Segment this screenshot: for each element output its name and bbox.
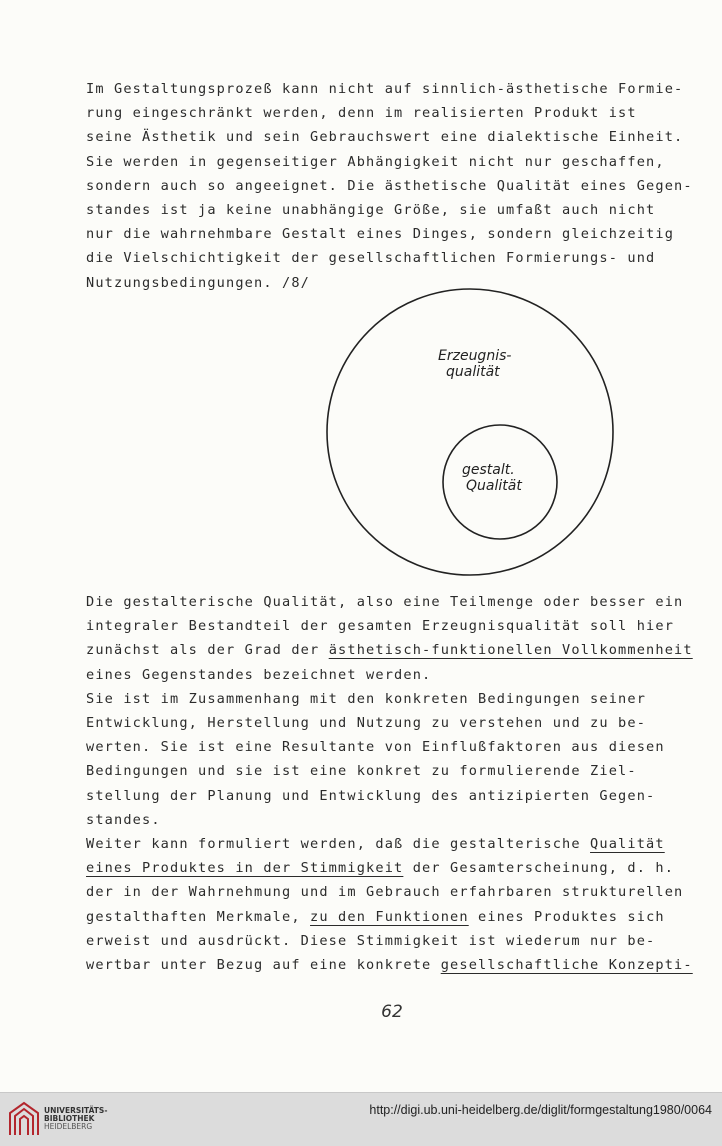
text-line: Die gestalterische Qualität, also eine Teilmenge oder besser ein <box>86 594 684 610</box>
text-segment: gestalthaften Merkmale, <box>86 908 311 925</box>
text-line: die Vielschichtigkeit der gesellschaftlichen Formierungs- und <box>86 250 656 267</box>
text-segment: wertbar unter Bezug auf eine konkrete <box>86 956 441 973</box>
text-line: seine Ästhetik und sein Gebrauchswert eine dialektische Einheit. <box>86 129 684 146</box>
text-segment: eines Produktes sich <box>468 908 665 925</box>
outer-label-line1: Erzeugnis- <box>438 348 512 364</box>
text-line: sondern auch so angeeignet. Die ästhetische Qualität eines Gegen- <box>86 177 693 194</box>
institution-line: UNIVERSITÄTS- <box>44 1106 108 1115</box>
text-line: rung eingeschränkt werden, denn im realisierten Produkt ist <box>86 105 637 122</box>
text-line: erweist und ausdrückt. Diese Stimmigkeit ist wiederum nur be- <box>86 932 656 949</box>
text-line: nur die wahrnehmbare Gestalt eines Dinges, sondern gleichzeitig <box>86 226 675 243</box>
paragraph-2 <box>86 590 708 832</box>
source-url-link[interactable]: http://digi.ub.uni-heidelberg.de/diglit/formgestaltung1980/0064 <box>369 1103 712 1117</box>
inner-circle-label <box>462 462 522 494</box>
text-line <box>86 905 708 929</box>
text-line: eines Gegenstandes bezeichnet werden. <box>86 666 432 683</box>
text-line: Sie werden in gegenseitiger Abhängigkeit nicht nur geschaffen, <box>86 153 665 170</box>
text-line: Im Gestaltungsprozeß kann nicht auf sinnlich-ästhetische Formie- <box>86 81 684 97</box>
text-segment: Weiter kann formuliert werden, daß die gestalterische <box>86 836 591 852</box>
text-line: der in der Wahrnehmung und im Gebrauch erfahrbaren strukturellen <box>86 884 684 901</box>
text-line: standes ist ja keine unabhängige Größe, sie umfaßt auch nicht <box>86 201 656 218</box>
text-segment: der Gesamterscheinung, d. h. <box>403 860 675 877</box>
inner-label-line1: gestalt. <box>462 462 515 478</box>
text-line: stellung der Planung und Entwicklung des antizipierten Gegen- <box>86 787 656 804</box>
page-number: 62 <box>381 1002 403 1022</box>
paragraph-1 <box>86 77 708 295</box>
text-line: Sie ist im Zusammenhang mit den konkreten Bedingungen seiner <box>86 690 647 707</box>
paragraph-3 <box>86 832 708 977</box>
underlined-phrase: Qualität <box>590 836 665 852</box>
underlined-phrase: gesellschaftliche Konzepti- <box>440 956 693 973</box>
text-line: Nutzungsbedingungen. /8/ <box>86 274 311 291</box>
library-logo-icon <box>8 1101 42 1137</box>
text-line <box>86 856 708 880</box>
inner-label-line2: Qualität <box>466 478 522 494</box>
outer-circle <box>327 289 613 575</box>
text-line <box>86 832 708 856</box>
institution-line: BIBLIOTHEK <box>44 1114 95 1123</box>
underlined-phrase: ästhetisch-funktionellen Vollkommenheit <box>328 642 693 659</box>
outer-label-line2: qualität <box>446 364 500 380</box>
quality-diagram <box>320 282 620 582</box>
footer-bar <box>0 1092 722 1146</box>
text-line: Entwicklung, Herstellung und Nutzung zu verstehen und zu be- <box>86 714 647 731</box>
nested-circles <box>320 282 620 582</box>
text-line: standes. <box>86 811 161 828</box>
text-line: Bedingungen und sie ist eine konkret zu formulierende Ziel- <box>86 763 637 780</box>
text-segment: zunächst als der Grad der <box>86 642 329 659</box>
text-line <box>86 953 708 977</box>
text-line: integraler Bestandteil der gesamten Erzeugnisqualität soll hier <box>86 618 675 635</box>
text-line <box>86 638 708 662</box>
underlined-phrase: eines Produktes in der Stimmigkeit <box>86 860 404 877</box>
text-line: werten. Sie ist eine Resultante von Einflußfaktoren aus diesen <box>86 739 665 756</box>
institution-name <box>44 1107 107 1131</box>
institution-line: HEIDELBERG <box>44 1122 93 1131</box>
underlined-phrase: zu den Funktionen <box>310 908 469 925</box>
outer-circle-label <box>438 348 511 380</box>
